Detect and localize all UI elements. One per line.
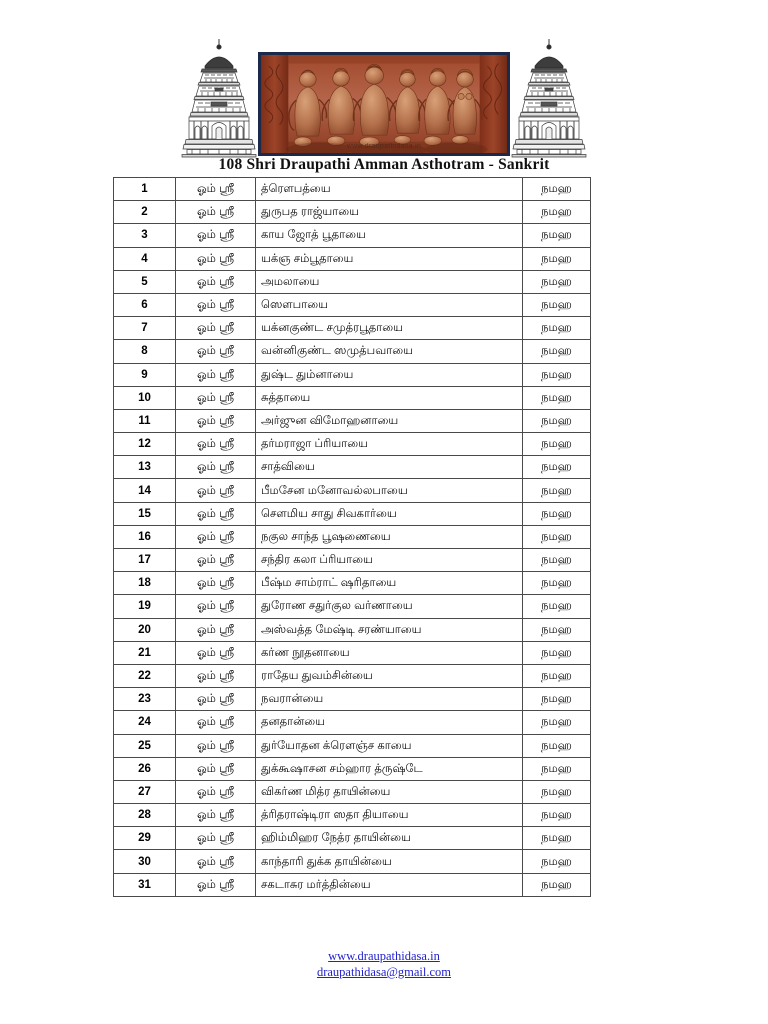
row-salutation: நமஹ [523, 201, 591, 224]
row-number: 11 [114, 409, 176, 432]
table-row [114, 525, 591, 548]
footer-links [0, 948, 768, 980]
table-row [114, 595, 591, 618]
relief-watermark-caption: www.draupathidasa.in [346, 143, 422, 150]
table-row [114, 572, 591, 595]
row-name: ஹிம்மிஹர நேத்ர தாயின்யை [256, 827, 523, 850]
row-invocation: ஓம் ஸ்ரீ [176, 178, 256, 201]
row-invocation: ஓம் ஸ்ரீ [176, 804, 256, 827]
row-salutation: நமஹ [523, 549, 591, 572]
row-salutation: நமஹ [523, 340, 591, 363]
asthotram-table [113, 177, 591, 897]
row-salutation: நமஹ [523, 525, 591, 548]
row-number: 28 [114, 804, 176, 827]
temple-gopuram-icon-right [508, 36, 590, 158]
row-name: நவரான்யை [256, 688, 523, 711]
row-name: துருபத ராஜ்யாயை [256, 201, 523, 224]
asthotram-table-body [114, 178, 591, 897]
row-salutation: நமஹ [523, 595, 591, 618]
row-number: 29 [114, 827, 176, 850]
row-salutation: நமஹ [523, 224, 591, 247]
table-row [114, 641, 591, 664]
row-invocation: ஓம் ஸ்ரீ [176, 502, 256, 525]
table-row [114, 247, 591, 270]
table-row [114, 178, 591, 201]
row-salutation: நமஹ [523, 270, 591, 293]
row-name: அஸ்வத்த மேஷ்டி சரண்யாயை [256, 618, 523, 641]
row-name: ஸௌபாயை [256, 293, 523, 316]
row-invocation: ஓம் ஸ்ரீ [176, 201, 256, 224]
row-name: கர்ண நூதனாயை [256, 641, 523, 664]
page-title: 108 Shri Draupathi Amman Asthotram - Sankrit [218, 156, 550, 173]
row-number: 19 [114, 595, 176, 618]
table-row [114, 386, 591, 409]
row-name: சுத்தாயை [256, 386, 523, 409]
row-salutation: நமஹ [523, 572, 591, 595]
table-row [114, 688, 591, 711]
row-name: காய ஜோத் பூதாயை [256, 224, 523, 247]
row-invocation: ஓம் ஸ்ரீ [176, 224, 256, 247]
table-row [114, 873, 591, 896]
table-row [114, 711, 591, 734]
table-row [114, 340, 591, 363]
row-salutation: நமஹ [523, 688, 591, 711]
row-invocation: ஓம் ஸ்ரீ [176, 433, 256, 456]
row-name: வன்னிகுண்ட ஸமுத்பவாயை [256, 340, 523, 363]
row-invocation: ஓம் ஸ்ரீ [176, 317, 256, 340]
row-salutation: நமஹ [523, 804, 591, 827]
row-invocation: ஓம் ஸ்ரீ [176, 827, 256, 850]
row-name: நகுல சாந்த பூஷணையை [256, 525, 523, 548]
row-number: 25 [114, 734, 176, 757]
row-invocation: ஓம் ஸ்ரீ [176, 340, 256, 363]
row-number: 18 [114, 572, 176, 595]
row-name: துர்யோதன க்ரௌஞ்ச காயை [256, 734, 523, 757]
row-salutation: நமஹ [523, 456, 591, 479]
table-row [114, 618, 591, 641]
row-invocation: ஓம் ஸ்ரீ [176, 525, 256, 548]
row-salutation: நமஹ [523, 641, 591, 664]
row-invocation: ஓம் ஸ்ரீ [176, 572, 256, 595]
row-invocation: ஓம் ஸ்ரீ [176, 664, 256, 687]
website-link[interactable]: www.draupathidasa.in [328, 949, 440, 963]
row-invocation: ஓம் ஸ்ரீ [176, 270, 256, 293]
row-name: தர்மராஜா ப்ரியாயை [256, 433, 523, 456]
temple-gopuram-icon-left [178, 36, 260, 158]
row-name: செளமிய சாது சிவகார்யை [256, 502, 523, 525]
row-salutation: நமஹ [523, 827, 591, 850]
header-banner [0, 30, 768, 158]
row-number: 26 [114, 757, 176, 780]
row-number: 16 [114, 525, 176, 548]
row-invocation: ஓம் ஸ்ரீ [176, 293, 256, 316]
row-invocation: ஓம் ஸ்ரீ [176, 873, 256, 896]
row-salutation: நமஹ [523, 363, 591, 386]
row-invocation: ஓம் ஸ்ரீ [176, 757, 256, 780]
row-name: விகர்ண மித்ர தாயின்யை [256, 780, 523, 803]
row-salutation: நமஹ [523, 780, 591, 803]
row-salutation: நமஹ [523, 317, 591, 340]
row-number: 24 [114, 711, 176, 734]
relief-carving-graphic [261, 55, 507, 153]
email-link[interactable]: draupathidasa@gmail.com [316, 965, 452, 979]
row-number: 13 [114, 456, 176, 479]
row-number: 22 [114, 664, 176, 687]
table-row [114, 363, 591, 386]
table-row [114, 804, 591, 827]
row-salutation: நமஹ [523, 409, 591, 432]
row-number: 9 [114, 363, 176, 386]
row-number: 12 [114, 433, 176, 456]
asthotram-table-wrapper [113, 177, 590, 897]
table-row [114, 409, 591, 432]
row-invocation: ஓம் ஸ்ரீ [176, 734, 256, 757]
row-name: ராதேய துவம்சின்யை [256, 664, 523, 687]
row-number: 8 [114, 340, 176, 363]
row-invocation: ஓம் ஸ்ரீ [176, 409, 256, 432]
row-number: 21 [114, 641, 176, 664]
row-number: 23 [114, 688, 176, 711]
row-invocation: ஓம் ஸ்ரீ [176, 386, 256, 409]
row-invocation: ஓம் ஸ்ரீ [176, 456, 256, 479]
row-invocation: ஓம் ஸ்ரீ [176, 549, 256, 572]
table-row [114, 433, 591, 456]
row-number: 10 [114, 386, 176, 409]
row-invocation: ஓம் ஸ்ரீ [176, 711, 256, 734]
row-name: சகடாசுர மர்த்தின்யை [256, 873, 523, 896]
row-invocation: ஓம் ஸ்ரீ [176, 595, 256, 618]
row-name: த்ரௌபத்யை [256, 178, 523, 201]
table-row [114, 549, 591, 572]
table-row [114, 317, 591, 340]
row-salutation: நமஹ [523, 386, 591, 409]
row-salutation: நமஹ [523, 734, 591, 757]
row-salutation: நமஹ [523, 850, 591, 873]
row-invocation: ஓம் ஸ்ரீ [176, 479, 256, 502]
row-name: பீமசேன மனோவல்லபாயை [256, 479, 523, 502]
row-invocation: ஓம் ஸ்ரீ [176, 780, 256, 803]
table-row [114, 456, 591, 479]
row-salutation: நமஹ [523, 873, 591, 896]
row-name: சாத்வியை [256, 456, 523, 479]
row-name: யக்ஞ சம்பூதாயை [256, 247, 523, 270]
row-name: பீஷ்ம சாம்ராட் ஷரிதாயை [256, 572, 523, 595]
row-number: 30 [114, 850, 176, 873]
row-salutation: நமஹ [523, 757, 591, 780]
row-number: 5 [114, 270, 176, 293]
row-invocation: ஓம் ஸ்ரீ [176, 688, 256, 711]
row-salutation: நமஹ [523, 247, 591, 270]
row-number: 31 [114, 873, 176, 896]
row-number: 20 [114, 618, 176, 641]
table-row [114, 479, 591, 502]
table-row [114, 502, 591, 525]
row-number: 7 [114, 317, 176, 340]
row-invocation: ஓம் ஸ்ரீ [176, 618, 256, 641]
row-invocation: ஓம் ஸ்ரீ [176, 641, 256, 664]
row-invocation: ஓம் ஸ்ரீ [176, 850, 256, 873]
row-number: 1 [114, 178, 176, 201]
table-row [114, 224, 591, 247]
table-row [114, 757, 591, 780]
row-salutation: நமஹ [523, 502, 591, 525]
row-salutation: நமஹ [523, 178, 591, 201]
row-invocation: ஓம் ஸ்ரீ [176, 363, 256, 386]
table-row [114, 293, 591, 316]
row-name: காந்தாரி துக்க தாயின்யை [256, 850, 523, 873]
table-row [114, 850, 591, 873]
row-number: 27 [114, 780, 176, 803]
row-name: துக்கூஷாசன சம்ஹார த்ருஷ்டே [256, 757, 523, 780]
row-name: அமலாயை [256, 270, 523, 293]
row-number: 17 [114, 549, 176, 572]
row-number: 6 [114, 293, 176, 316]
table-row [114, 734, 591, 757]
row-salutation: நமஹ [523, 479, 591, 502]
table-row [114, 270, 591, 293]
row-salutation: நமஹ [523, 433, 591, 456]
row-invocation: ஓம் ஸ்ரீ [176, 247, 256, 270]
row-salutation: நமஹ [523, 293, 591, 316]
row-name: த்ரிதராஷ்டிரா ஸதா தியாயை [256, 804, 523, 827]
table-row [114, 201, 591, 224]
row-salutation: நமஹ [523, 664, 591, 687]
row-name: துஷ்ட தும்னாயை [256, 363, 523, 386]
stone-relief-image [258, 52, 510, 156]
table-row [114, 780, 591, 803]
row-name: துரோண சதுர்குல வர்ணாயை [256, 595, 523, 618]
table-row [114, 664, 591, 687]
table-row [114, 827, 591, 850]
row-name: சந்திர கலா ப்ரியாயை [256, 549, 523, 572]
row-number: 3 [114, 224, 176, 247]
row-number: 2 [114, 201, 176, 224]
row-number: 15 [114, 502, 176, 525]
row-name: யக்னகுண்ட சமுத்ரபூதாயை [256, 317, 523, 340]
row-salutation: நமஹ [523, 711, 591, 734]
row-number: 14 [114, 479, 176, 502]
row-name: தனதான்யை [256, 711, 523, 734]
row-salutation: நமஹ [523, 618, 591, 641]
row-name: அர்ஜுன விமோஹனாயை [256, 409, 523, 432]
row-number: 4 [114, 247, 176, 270]
